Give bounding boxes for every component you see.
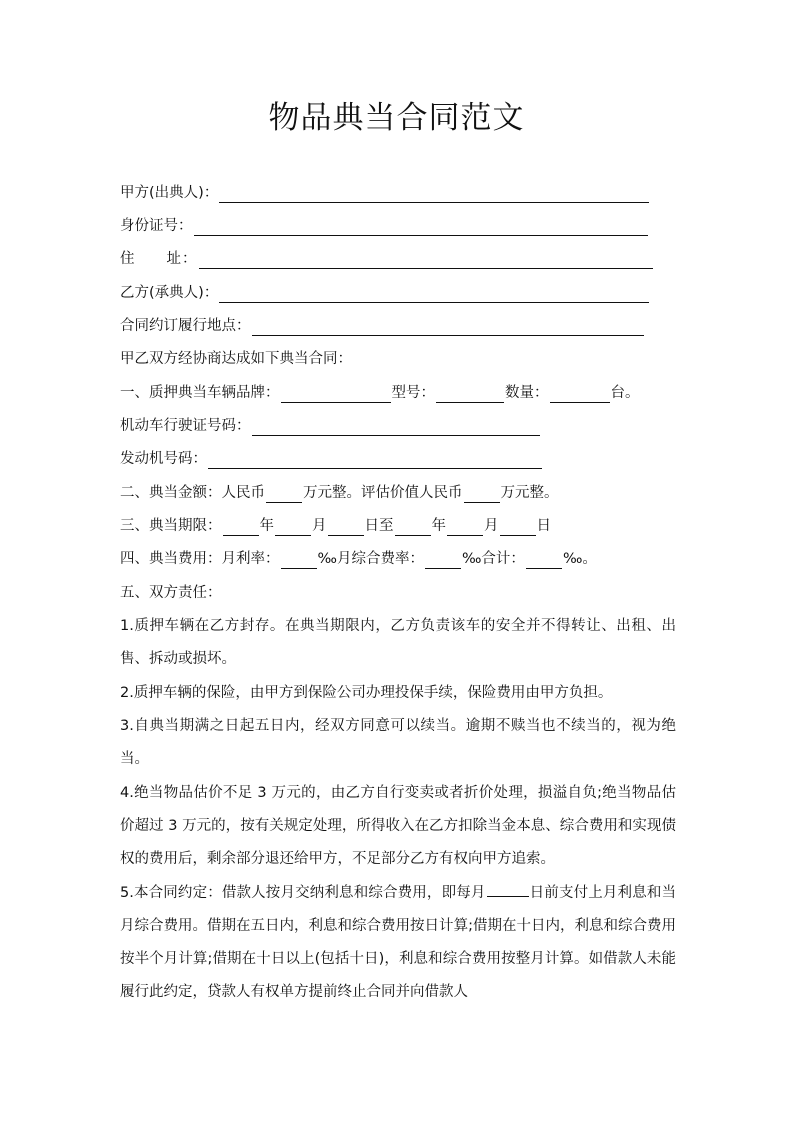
license-line [120,416,541,436]
valuation-blank[interactable] [464,486,500,503]
item4-line [120,549,597,569]
clause-4-text: 4.绝当物品估价不足 3 万元的，由乙方自行变卖或者折价处理，损溢自负;绝当物品估价超过 3 万元的，按有关规定处理，所得收入在乙方扣除当金本息、综合费用和实现债权的费用后，剩余部分退还给甲方，不足部分乙方有权向甲方追索。 [120,785,676,867]
unit-label: 台。 [610,385,640,401]
day-label: 日 [536,518,551,534]
clause-3: 3.自典当期满之日起五日内，经双方同意可以续当。逾期不赎当也不续当的，视为绝当。 [120,718,676,767]
engine-blank[interactable] [208,452,542,469]
address-blank[interactable] [199,252,653,269]
month2-label: 月 [484,518,499,534]
month-label: 月 [312,518,327,534]
sign-place-blank[interactable] [252,319,644,336]
year-label: 年 [259,518,274,534]
amount-blank[interactable] [266,486,302,503]
document-title: 物品典当合同范文 [268,100,525,136]
clause-2: 2.质押车辆的保险，由甲方到保险公司办理投保手续，保险费用由甲方负担。 [120,685,613,701]
clause-5-rest: 日前支付上月利息和当月综合费用。借期在五日内，利息和综合费用按日计算;借期在十日内，利息和综合费用按半个月计算;借期在十日以上(包括十日)，利息和综合费用按整月计算。如借款人未能履行此约定，贷款人有权单方提前终止合同并向借款人 [120,885,676,1000]
engine-label: 发动机号码： [120,451,207,467]
party-b-label: 乙方(承典人)： [120,285,219,301]
clause-4 [120,777,676,876]
engine-line [120,449,543,469]
address-label: 住 址： [120,251,198,267]
model-label: 型号： [391,385,435,401]
start-day-blank[interactable] [328,519,364,536]
party-b-line [120,283,650,303]
item5-line [120,583,222,603]
qty-blank[interactable] [550,386,610,403]
fee-rate-blank[interactable] [425,552,461,569]
item2-label: 二、典当金额：人民币 [120,485,265,501]
address-line [120,249,654,269]
day-to-label: 日至 [364,518,394,534]
item4-mid2: ‰合计： [461,551,525,567]
sign-place-label: 合同约订履行地点： [120,318,251,334]
end-month-blank[interactable] [447,519,483,536]
item1-label: 一、质押典当车辆品牌： [120,385,280,401]
qty-label: 数量： [505,385,549,401]
item4-label: 四、典当费用：月利率： [120,551,280,567]
model-blank[interactable] [436,386,504,403]
payment-day-blank[interactable] [487,882,529,897]
intro-line [120,349,352,369]
item4-end: ‰。 [562,551,597,567]
start-year-blank[interactable] [223,519,259,536]
interest-rate-blank[interactable] [281,552,317,569]
clause-1: 1.质押车辆在乙方封存。在典当期限内，乙方负责该车的安全并不得转让、出租、出售、拆动或损坏。 [120,618,676,667]
brand-blank[interactable] [281,386,391,403]
item5-heading: 五、双方责任： [120,585,222,601]
total-rate-blank[interactable] [526,552,562,569]
license-blank[interactable] [252,419,540,436]
license-label: 机动车行驶证号码： [120,418,251,434]
item3-label: 三、典当期限： [120,518,222,534]
item2-end: 万元整。 [500,485,559,501]
party-a-label: 甲方(出典人)： [120,185,219,201]
item2-line [120,483,559,503]
item3-line [120,516,551,536]
id-number-label: 身份证号： [120,218,193,234]
clause-5 [120,877,676,1009]
party-a-line [120,183,650,203]
clause-5-start: 5.本合同约定：借款人按月交纳利息和综合费用，即每月 [120,885,486,901]
party-b-blank[interactable] [219,286,649,303]
id-number-blank[interactable] [194,219,648,236]
year2-label: 年 [431,518,446,534]
party-a-blank[interactable] [219,186,649,203]
end-year-blank[interactable] [395,519,431,536]
intro-text: 甲乙双方经协商达成如下典当合同： [120,351,352,367]
item2-mid: 万元整。评估价值人民币 [303,485,463,501]
item1-line [120,383,640,403]
end-day-blank[interactable] [500,519,536,536]
item4-mid1: ‰月综合费率： [317,551,424,567]
start-month-blank[interactable] [275,519,311,536]
sign-place-line [120,316,645,336]
id-number-line [120,216,649,236]
